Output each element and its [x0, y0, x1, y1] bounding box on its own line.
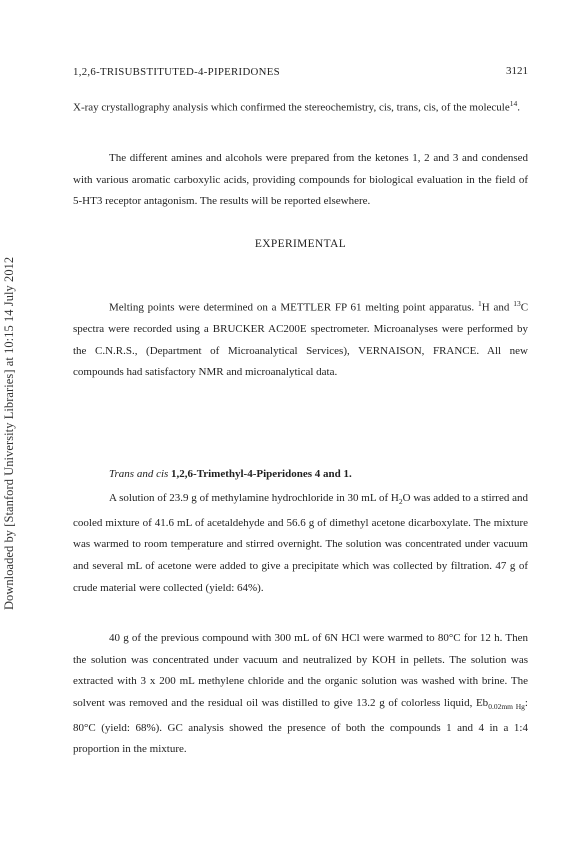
exp-p3-b: : 80°C (yield: 68%). GC analysis showed the presence of both the compounds 1 and 4 in a 1:4 proportion in the mixture. [73, 696, 528, 756]
intro-paragraph-1-end: . [517, 101, 520, 114]
experimental-paragraph-1 [73, 293, 528, 384]
reference-superscript: 14 [509, 99, 518, 108]
exp-p2-subscript: 2 [398, 497, 403, 507]
running-title: 1,2,6-TRISUBSTITUTED-4-PIPERIDONES [73, 66, 280, 78]
exp-p2-a: A solution of 23.9 g of methylamine hydrochloride in 30 mL of H [109, 492, 399, 504]
page-number: 3121 [506, 65, 528, 77]
exp-p1-sentence-2: C spectra were recorded using a BRUCKER AC200E spectrometer. Microanalyses were performed by the C.N.R.S., (Department of Microanalytical Services), VERNAISON, FRANCE. All new compounds had satisfactory NMR and microanalytical data. [73, 301, 529, 379]
section-heading-experimental: EXPERIMENTAL [254, 238, 347, 250]
procedure-subheading [109, 468, 352, 480]
intro-paragraph-2: The different amines and alcohols were prepared from the ketones 1, 2 and 3 and condensed with various aromatic carboxylic acids, providing compounds for biological evaluation in the field of 5-HT3 receptor antagonism. The results will be reported elsewhere. [73, 152, 528, 208]
subheading-bold: 1,2,6-Trimethyl-4-Piperidones 4 and 1. [171, 468, 352, 480]
experimental-paragraph-2 [73, 488, 528, 599]
intro-paragraph-1 [73, 93, 528, 119]
exp-p1-superscript-h: 1 [477, 299, 482, 308]
experimental-paragraph-3 [73, 628, 528, 761]
intro-paragraph-1-text: X-ray crystallography analysis which confirmed the stereochemistry, cis, trans, cis, of the molecule [73, 101, 510, 114]
exp-p2-b: O was added to a stirred and cooled mixture of 41.6 mL of acetaldehyde and 56.6 g of dimethyl acetone dicarboxylate. The mixture was warmed to room temperature and stirred overnight. The solution was concentrated under vacuum and several mL of acetone were added to give a precipitate which was collected by filtration. 47 g of crude material were collected (yield: 64%). [73, 492, 528, 594]
exp-p1-superscript-c: 13 [513, 299, 521, 308]
download-watermark: Downloaded by [Stanford University Libraries] at 10:15 14 July 2012 [2, 256, 16, 610]
exp-p1-h: H and [481, 301, 510, 314]
subheading-italic: Trans and cis [109, 468, 169, 480]
exp-p1-sentence-1: Melting points were determined on a METTLER FP 61 melting point apparatus. [109, 301, 475, 314]
exp-p3-subscript: 0.02mm Hg [488, 701, 525, 711]
exp-p3-a: 40 g of the previous compound with 300 mL of 6N HCl were warmed to 80°C for 12 h. Then the solution was concentrated under vacuum and neutralized by KOH in pellets. The solution was extracted with 3 x 200 mL methylene chloride and the organic solution was washed with brine. The solvent was removed and the residual oil was distilled to give 13.2 g of colorless liquid, Eb [73, 632, 528, 709]
